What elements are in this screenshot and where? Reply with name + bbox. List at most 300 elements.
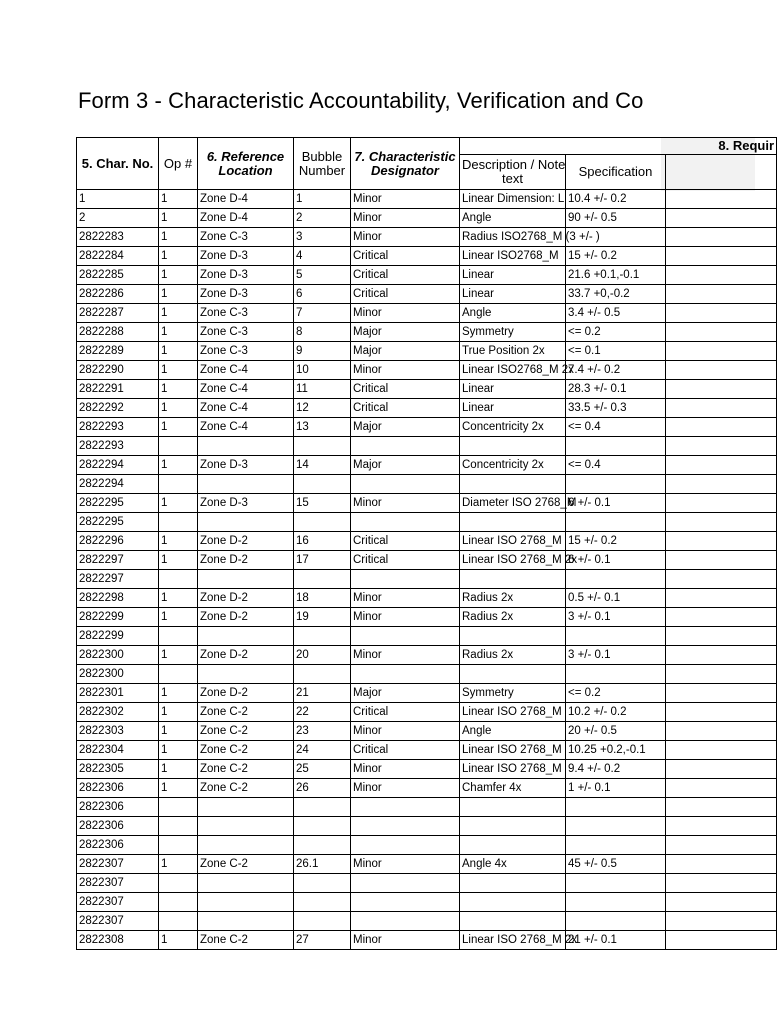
reference-location-cell[interactable] (198, 893, 294, 912)
next-col-cell[interactable] (666, 817, 777, 836)
op-cell[interactable]: 1 (159, 703, 198, 722)
designator-cell[interactable] (351, 817, 460, 836)
reference-location-cell[interactable]: Zone C-2 (198, 760, 294, 779)
op-cell[interactable] (159, 665, 198, 684)
char-no-cell[interactable]: 2822293 (77, 418, 159, 437)
specification-cell[interactable]: <= 0.4 (566, 456, 666, 475)
reference-location-cell[interactable]: Zone C-2 (198, 779, 294, 798)
char-no-cell[interactable]: 2822301 (77, 684, 159, 703)
bubble-number-cell[interactable]: 19 (294, 608, 351, 627)
op-cell[interactable]: 1 (159, 190, 198, 209)
designator-cell[interactable] (351, 437, 460, 456)
header-next-col[interactable] (666, 155, 777, 190)
reference-location-cell[interactable] (198, 836, 294, 855)
designator-cell[interactable]: Critical (351, 741, 460, 760)
bubble-number-cell[interactable]: 17 (294, 551, 351, 570)
op-cell[interactable]: 1 (159, 266, 198, 285)
specification-cell[interactable]: 45 +/- 0.5 (566, 855, 666, 874)
reference-location-cell[interactable] (198, 570, 294, 589)
reference-location-cell[interactable]: Zone D-2 (198, 589, 294, 608)
description-cell[interactable] (460, 437, 566, 456)
description-cell[interactable]: Linear ISO2768_M (460, 247, 566, 266)
reference-location-cell[interactable]: Zone D-2 (198, 608, 294, 627)
reference-location-cell[interactable]: Zone C-3 (198, 342, 294, 361)
reference-location-cell[interactable]: Zone C-2 (198, 855, 294, 874)
reference-location-cell[interactable]: Zone D-3 (198, 247, 294, 266)
char-no-cell[interactable]: 2822293 (77, 437, 159, 456)
bubble-number-cell[interactable] (294, 475, 351, 494)
reference-location-cell[interactable]: Zone D-4 (198, 209, 294, 228)
char-no-cell[interactable]: 2822307 (77, 855, 159, 874)
reference-location-cell[interactable] (198, 798, 294, 817)
char-no-cell[interactable]: 2822284 (77, 247, 159, 266)
specification-cell[interactable]: 21 +/- 0.1 (566, 931, 666, 950)
op-cell[interactable]: 1 (159, 551, 198, 570)
specification-cell[interactable]: 20 +/- 0.5 (566, 722, 666, 741)
designator-cell[interactable]: Minor (351, 722, 460, 741)
designator-cell[interactable]: Minor (351, 779, 460, 798)
specification-cell[interactable]: <= 0.4 (566, 418, 666, 437)
specification-cell[interactable]: 10.25 +0.2,-0.1 (566, 741, 666, 760)
char-no-cell[interactable]: 2822307 (77, 874, 159, 893)
op-cell[interactable]: 1 (159, 931, 198, 950)
op-cell[interactable] (159, 836, 198, 855)
bubble-number-cell[interactable]: 14 (294, 456, 351, 475)
next-col-cell[interactable] (666, 665, 777, 684)
header-characteristic-designator[interactable]: 7. Characteristic Designator (351, 138, 460, 190)
description-cell[interactable]: Linear ISO 2768_M (460, 760, 566, 779)
op-cell[interactable] (159, 912, 198, 931)
char-no-cell[interactable]: 2822288 (77, 323, 159, 342)
op-cell[interactable]: 1 (159, 589, 198, 608)
description-cell[interactable]: Linear ISO2768_M 2x (460, 361, 566, 380)
next-col-cell[interactable] (666, 779, 777, 798)
op-cell[interactable]: 1 (159, 304, 198, 323)
designator-cell[interactable] (351, 570, 460, 589)
description-cell[interactable]: Radius ISO2768_M (3 +/- ) (460, 228, 566, 247)
op-cell[interactable]: 1 (159, 494, 198, 513)
reference-location-cell[interactable] (198, 475, 294, 494)
op-cell[interactable] (159, 817, 198, 836)
next-col-cell[interactable] (666, 646, 777, 665)
op-cell[interactable]: 1 (159, 779, 198, 798)
bubble-number-cell[interactable] (294, 874, 351, 893)
description-cell[interactable]: Angle (460, 209, 566, 228)
designator-cell[interactable]: Minor (351, 494, 460, 513)
description-cell[interactable]: Linear ISO 2768_M (460, 703, 566, 722)
designator-cell[interactable]: Minor (351, 608, 460, 627)
char-no-cell[interactable]: 2822299 (77, 608, 159, 627)
char-no-cell[interactable]: 2822297 (77, 570, 159, 589)
specification-cell[interactable]: 10.4 +/- 0.2 (566, 190, 666, 209)
bubble-number-cell[interactable]: 11 (294, 380, 351, 399)
reference-location-cell[interactable]: Zone D-3 (198, 456, 294, 475)
bubble-number-cell[interactable]: 16 (294, 532, 351, 551)
bubble-number-cell[interactable]: 7 (294, 304, 351, 323)
char-no-cell[interactable]: 2 (77, 209, 159, 228)
designator-cell[interactable]: Minor (351, 646, 460, 665)
specification-cell[interactable]: 21.6 +0.1,-0.1 (566, 266, 666, 285)
designator-cell[interactable]: Critical (351, 285, 460, 304)
next-col-cell[interactable] (666, 608, 777, 627)
reference-location-cell[interactable]: Zone D-4 (198, 190, 294, 209)
char-no-cell[interactable]: 2822306 (77, 817, 159, 836)
next-col-cell[interactable] (666, 836, 777, 855)
next-col-cell[interactable] (666, 760, 777, 779)
char-no-cell[interactable]: 2822290 (77, 361, 159, 380)
bubble-number-cell[interactable]: 22 (294, 703, 351, 722)
next-col-cell[interactable] (666, 798, 777, 817)
specification-cell[interactable]: 33.5 +/- 0.3 (566, 399, 666, 418)
description-cell[interactable]: Linear ISO 2768_M 2x (460, 931, 566, 950)
designator-cell[interactable]: Minor (351, 304, 460, 323)
specification-cell[interactable] (566, 817, 666, 836)
bubble-number-cell[interactable]: 26 (294, 779, 351, 798)
reference-location-cell[interactable] (198, 437, 294, 456)
designator-cell[interactable]: Minor (351, 589, 460, 608)
op-cell[interactable] (159, 570, 198, 589)
specification-cell[interactable] (566, 893, 666, 912)
next-col-cell[interactable] (666, 304, 777, 323)
specification-cell[interactable]: 7.4 +/- 0.2 (566, 361, 666, 380)
description-cell[interactable]: Angle (460, 722, 566, 741)
char-no-cell[interactable]: 1 (77, 190, 159, 209)
description-cell[interactable]: Diameter ISO 2768_M (460, 494, 566, 513)
reference-location-cell[interactable]: Zone C-4 (198, 399, 294, 418)
op-cell[interactable]: 1 (159, 760, 198, 779)
reference-location-cell[interactable]: Zone C-2 (198, 722, 294, 741)
next-col-cell[interactable] (666, 741, 777, 760)
designator-cell[interactable]: Major (351, 323, 460, 342)
next-col-cell[interactable] (666, 912, 777, 931)
op-cell[interactable]: 1 (159, 532, 198, 551)
designator-cell[interactable] (351, 798, 460, 817)
reference-location-cell[interactable]: Zone D-2 (198, 532, 294, 551)
description-cell[interactable]: Linear (460, 399, 566, 418)
char-no-cell[interactable]: 2822300 (77, 646, 159, 665)
reference-location-cell[interactable]: Zone D-2 (198, 551, 294, 570)
specification-cell[interactable]: 33.7 +0,-0.2 (566, 285, 666, 304)
description-cell[interactable]: Linear ISO 2768_M (460, 741, 566, 760)
char-no-cell[interactable]: 2822296 (77, 532, 159, 551)
next-col-cell[interactable] (666, 323, 777, 342)
op-cell[interactable] (159, 475, 198, 494)
description-cell[interactable]: Radius 2x (460, 608, 566, 627)
designator-cell[interactable]: Minor (351, 855, 460, 874)
next-col-cell[interactable] (666, 532, 777, 551)
char-no-cell[interactable]: 2822300 (77, 665, 159, 684)
bubble-number-cell[interactable]: 1 (294, 190, 351, 209)
next-col-cell[interactable] (666, 209, 777, 228)
header-char-no[interactable]: 5. Char. No. (77, 138, 159, 190)
op-cell[interactable]: 1 (159, 608, 198, 627)
description-cell[interactable]: Radius 2x (460, 589, 566, 608)
op-cell[interactable]: 1 (159, 285, 198, 304)
specification-cell[interactable] (566, 798, 666, 817)
description-cell[interactable] (460, 874, 566, 893)
bubble-number-cell[interactable]: 20 (294, 646, 351, 665)
designator-cell[interactable]: Minor (351, 760, 460, 779)
op-cell[interactable]: 1 (159, 380, 198, 399)
next-col-cell[interactable] (666, 893, 777, 912)
designator-cell[interactable]: Minor (351, 209, 460, 228)
bubble-number-cell[interactable]: 10 (294, 361, 351, 380)
designator-cell[interactable]: Major (351, 456, 460, 475)
op-cell[interactable]: 1 (159, 209, 198, 228)
reference-location-cell[interactable]: Zone C-2 (198, 741, 294, 760)
next-col-cell[interactable] (666, 247, 777, 266)
specification-cell[interactable]: 6 +/- 0.1 (566, 494, 666, 513)
description-cell[interactable] (460, 836, 566, 855)
char-no-cell[interactable]: 2822294 (77, 475, 159, 494)
description-cell[interactable]: Linear (460, 266, 566, 285)
op-cell[interactable] (159, 627, 198, 646)
specification-cell[interactable]: 3 +/- 0.1 (566, 646, 666, 665)
op-cell[interactable] (159, 437, 198, 456)
char-no-cell[interactable]: 2822305 (77, 760, 159, 779)
bubble-number-cell[interactable] (294, 665, 351, 684)
bubble-number-cell[interactable]: 18 (294, 589, 351, 608)
description-cell[interactable] (460, 570, 566, 589)
description-cell[interactable]: Linear (460, 285, 566, 304)
header-specification[interactable]: Specification (566, 155, 666, 190)
specification-cell[interactable]: 3.4 +/- 0.5 (566, 304, 666, 323)
bubble-number-cell[interactable]: 24 (294, 741, 351, 760)
description-cell[interactable] (460, 475, 566, 494)
reference-location-cell[interactable]: Zone D-3 (198, 285, 294, 304)
designator-cell[interactable] (351, 627, 460, 646)
bubble-number-cell[interactable]: 5 (294, 266, 351, 285)
next-col-cell[interactable] (666, 342, 777, 361)
designator-cell[interactable]: Major (351, 418, 460, 437)
specification-cell[interactable]: 6 +/- 0.1 (566, 551, 666, 570)
next-col-cell[interactable] (666, 931, 777, 950)
specification-cell[interactable] (566, 627, 666, 646)
reference-location-cell[interactable] (198, 627, 294, 646)
specification-cell[interactable]: 28.3 +/- 0.1 (566, 380, 666, 399)
specification-cell[interactable]: 90 +/- 0.5 (566, 209, 666, 228)
op-cell[interactable]: 1 (159, 323, 198, 342)
specification-cell[interactable] (566, 665, 666, 684)
op-cell[interactable] (159, 874, 198, 893)
specification-cell[interactable]: 15 +/- 0.2 (566, 532, 666, 551)
op-cell[interactable]: 1 (159, 228, 198, 247)
char-no-cell[interactable]: 2822308 (77, 931, 159, 950)
bubble-number-cell[interactable] (294, 893, 351, 912)
bubble-number-cell[interactable]: 12 (294, 399, 351, 418)
reference-location-cell[interactable]: Zone D-3 (198, 494, 294, 513)
char-no-cell[interactable]: 2822286 (77, 285, 159, 304)
description-cell[interactable] (460, 513, 566, 532)
char-no-cell[interactable]: 2822295 (77, 494, 159, 513)
specification-cell[interactable] (566, 513, 666, 532)
next-col-cell[interactable] (666, 684, 777, 703)
char-no-cell[interactable]: 2822304 (77, 741, 159, 760)
description-cell[interactable]: Angle (460, 304, 566, 323)
char-no-cell[interactable]: 2822303 (77, 722, 159, 741)
bubble-number-cell[interactable]: 3 (294, 228, 351, 247)
header-reference-location[interactable]: 6. Reference Location (198, 138, 294, 190)
designator-cell[interactable] (351, 874, 460, 893)
reference-location-cell[interactable]: Zone C-4 (198, 418, 294, 437)
designator-cell[interactable]: Critical (351, 399, 460, 418)
designator-cell[interactable]: Critical (351, 703, 460, 722)
next-col-cell[interactable] (666, 589, 777, 608)
description-cell[interactable]: Radius 2x (460, 646, 566, 665)
next-col-cell[interactable] (666, 722, 777, 741)
op-cell[interactable] (159, 893, 198, 912)
bubble-number-cell[interactable]: 6 (294, 285, 351, 304)
specification-cell[interactable]: 10.2 +/- 0.2 (566, 703, 666, 722)
bubble-number-cell[interactable] (294, 798, 351, 817)
description-cell[interactable] (460, 817, 566, 836)
char-no-cell[interactable]: 2822283 (77, 228, 159, 247)
reference-location-cell[interactable]: Zone D-2 (198, 684, 294, 703)
specification-cell[interactable] (566, 570, 666, 589)
char-no-cell[interactable]: 2822295 (77, 513, 159, 532)
designator-cell[interactable] (351, 836, 460, 855)
specification-cell[interactable]: 1 +/- 0.1 (566, 779, 666, 798)
char-no-cell[interactable]: 2822287 (77, 304, 159, 323)
spreadsheet-viewport[interactable] (76, 137, 775, 949)
designator-cell[interactable]: Minor (351, 190, 460, 209)
op-cell[interactable] (159, 513, 198, 532)
next-col-cell[interactable] (666, 855, 777, 874)
specification-cell[interactable] (566, 437, 666, 456)
reference-location-cell[interactable]: Zone C-4 (198, 361, 294, 380)
bubble-number-cell[interactable]: 13 (294, 418, 351, 437)
reference-location-cell[interactable]: Zone C-2 (198, 703, 294, 722)
bubble-number-cell[interactable] (294, 437, 351, 456)
reference-location-cell[interactable] (198, 513, 294, 532)
next-col-cell[interactable] (666, 418, 777, 437)
description-cell[interactable]: Symmetry (460, 323, 566, 342)
reference-location-cell[interactable]: Zone C-3 (198, 304, 294, 323)
description-cell[interactable] (460, 627, 566, 646)
next-col-cell[interactable] (666, 703, 777, 722)
bubble-number-cell[interactable]: 25 (294, 760, 351, 779)
char-no-cell[interactable]: 2822297 (77, 551, 159, 570)
next-col-cell[interactable] (666, 570, 777, 589)
op-cell[interactable]: 1 (159, 722, 198, 741)
op-cell[interactable]: 1 (159, 456, 198, 475)
description-cell[interactable]: Concentricity 2x (460, 456, 566, 475)
op-cell[interactable]: 1 (159, 684, 198, 703)
char-no-cell[interactable]: 2822306 (77, 779, 159, 798)
designator-cell[interactable]: Critical (351, 380, 460, 399)
reference-location-cell[interactable]: Zone C-3 (198, 323, 294, 342)
designator-cell[interactable] (351, 475, 460, 494)
bubble-number-cell[interactable] (294, 912, 351, 931)
bubble-number-cell[interactable]: 4 (294, 247, 351, 266)
bubble-number-cell[interactable]: 23 (294, 722, 351, 741)
op-cell[interactable]: 1 (159, 247, 198, 266)
designator-cell[interactable] (351, 912, 460, 931)
designator-cell[interactable]: Major (351, 684, 460, 703)
char-no-cell[interactable]: 2822292 (77, 399, 159, 418)
description-cell[interactable]: Linear ISO 2768_M 2x (460, 551, 566, 570)
bubble-number-cell[interactable] (294, 570, 351, 589)
next-col-cell[interactable] (666, 437, 777, 456)
reference-location-cell[interactable] (198, 817, 294, 836)
designator-cell[interactable]: Major (351, 342, 460, 361)
header-bubble-number[interactable]: Bubble Number (294, 138, 351, 190)
specification-cell[interactable]: <= 0.1 (566, 342, 666, 361)
char-no-cell[interactable]: 2822289 (77, 342, 159, 361)
reference-location-cell[interactable] (198, 874, 294, 893)
specification-cell[interactable]: 0.5 +/- 0.1 (566, 589, 666, 608)
specification-cell[interactable]: <= 0.2 (566, 684, 666, 703)
op-cell[interactable] (159, 798, 198, 817)
description-cell[interactable] (460, 798, 566, 817)
description-cell[interactable]: Linear (460, 380, 566, 399)
char-no-cell[interactable]: 2822306 (77, 836, 159, 855)
designator-cell[interactable] (351, 513, 460, 532)
char-no-cell[interactable]: 2822302 (77, 703, 159, 722)
designator-cell[interactable]: Minor (351, 228, 460, 247)
next-col-cell[interactable] (666, 874, 777, 893)
char-no-cell[interactable]: 2822298 (77, 589, 159, 608)
op-cell[interactable]: 1 (159, 855, 198, 874)
bubble-number-cell[interactable] (294, 627, 351, 646)
op-cell[interactable]: 1 (159, 342, 198, 361)
designator-cell[interactable]: Minor (351, 931, 460, 950)
designator-cell[interactable]: Minor (351, 361, 460, 380)
designator-cell[interactable] (351, 665, 460, 684)
bubble-number-cell[interactable]: 21 (294, 684, 351, 703)
char-no-cell[interactable]: 2822285 (77, 266, 159, 285)
reference-location-cell[interactable] (198, 912, 294, 931)
op-cell[interactable]: 1 (159, 361, 198, 380)
next-col-cell[interactable] (666, 380, 777, 399)
description-cell[interactable] (460, 912, 566, 931)
description-cell[interactable]: True Position 2x (460, 342, 566, 361)
next-col-cell[interactable] (666, 494, 777, 513)
next-col-cell[interactable] (666, 551, 777, 570)
description-cell[interactable]: Angle 4x (460, 855, 566, 874)
char-no-cell[interactable]: 2822294 (77, 456, 159, 475)
description-cell[interactable]: Concentricity 2x (460, 418, 566, 437)
specification-cell[interactable] (566, 874, 666, 893)
next-col-cell[interactable] (666, 190, 777, 209)
specification-cell[interactable]: 9.4 +/- 0.2 (566, 760, 666, 779)
specification-cell[interactable] (566, 475, 666, 494)
next-col-cell[interactable] (666, 475, 777, 494)
reference-location-cell[interactable]: Zone D-2 (198, 646, 294, 665)
reference-location-cell[interactable]: Zone D-3 (198, 266, 294, 285)
header-requirement[interactable]: 8. Requir (460, 138, 777, 155)
next-col-cell[interactable] (666, 399, 777, 418)
char-no-cell[interactable]: 2822307 (77, 893, 159, 912)
reference-location-cell[interactable]: Zone C-4 (198, 380, 294, 399)
description-cell[interactable]: Symmetry (460, 684, 566, 703)
next-col-cell[interactable] (666, 266, 777, 285)
specification-cell[interactable]: 15 +/- 0.2 (566, 247, 666, 266)
designator-cell[interactable]: Critical (351, 247, 460, 266)
op-cell[interactable]: 1 (159, 399, 198, 418)
description-cell[interactable] (460, 665, 566, 684)
specification-cell[interactable]: 3 +/- 0.1 (566, 608, 666, 627)
op-cell[interactable]: 1 (159, 646, 198, 665)
header-description[interactable]: Description / Note text (460, 155, 566, 190)
bubble-number-cell[interactable]: 15 (294, 494, 351, 513)
designator-cell[interactable]: Critical (351, 532, 460, 551)
bubble-number-cell[interactable] (294, 513, 351, 532)
description-cell[interactable]: Chamfer 4x (460, 779, 566, 798)
next-col-cell[interactable] (666, 456, 777, 475)
bubble-number-cell[interactable] (294, 836, 351, 855)
char-no-cell[interactable]: 2822299 (77, 627, 159, 646)
